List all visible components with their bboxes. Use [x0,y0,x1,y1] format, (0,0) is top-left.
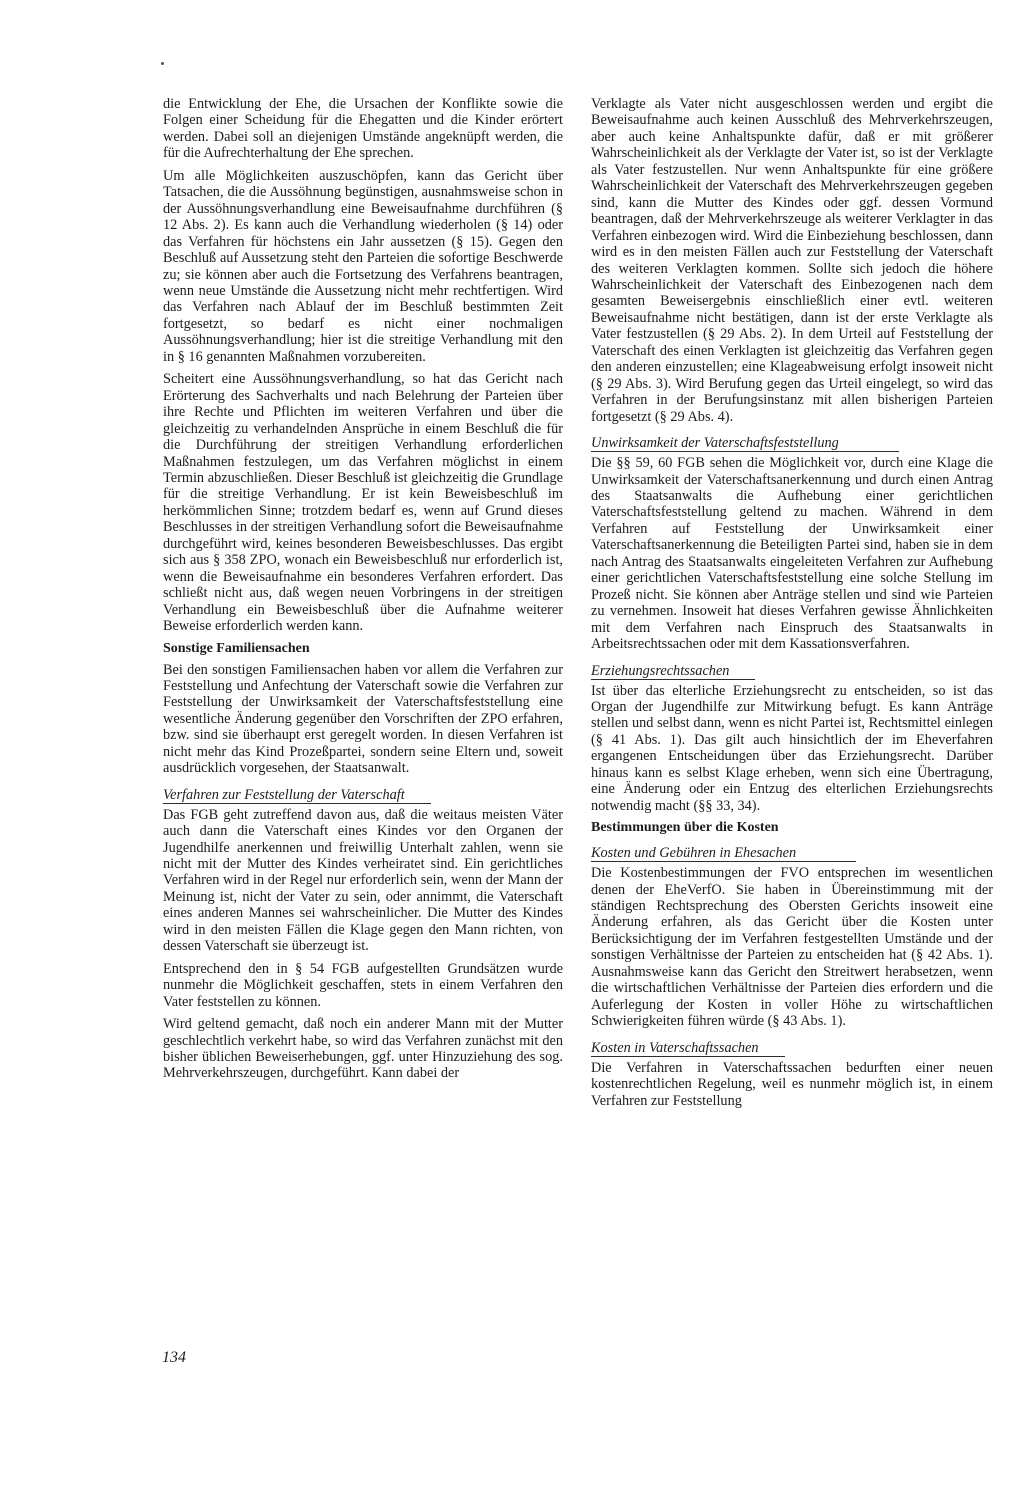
subsection-heading: Kosten und Gebühren in Ehesachen [591,845,856,862]
subsection-heading: Unwirksamkeit der Vaterschaftsfeststellung [591,435,899,452]
subsection-heading: Erziehungsrechtssachen [591,663,755,680]
paragraph: Die Kostenbestimmungen der FVO entsprechen im wesentlichen denen der EheVerfO. Sie haben in Übereinstimmung mit der ständigen Rechtsprechung des Obersten Gerichts insoweit eine Änderung erfahren, als das Gericht über die Kosten unter Berücksichtigung der im Verfahren festgestellten Umstände und der sonstigen Verhältnisse der Parteien zu entscheiden hat (§ 42 Abs. 1). Ausnahmsweise kann das Gericht den Streitwert herabsetzen, wenn die wirtschaftlichen Verhältnisse der Parteien dies erfordern und die Auferlegung der Kosten in voller Höhe zu wirtschaftlichen Schwierigkeiten führen würde (§ 43 Abs. 1). [591,865,993,1030]
right-column [591,96,993,1115]
paragraph: die Entwicklung der Ehe, die Ursachen der Konflikte sowie die Folgen einer Scheidung für die Ehegatten und die Kinder erörtert werden. Dabei soll an diejenigen Umstände angeknüpft werden, die für die Aufrechterhaltung der Ehe sprechen. [163,96,563,162]
section-heading: Sonstige Familiensachen [163,640,310,656]
paragraph: Bei den sonstigen Familiensachen haben vor allem die Verfahren zur Feststellung und Anfechtung der Vaterschaft sowie die Verfahren zur Feststellung der Unwirksamkeit der Vaterschaftsfeststellung eine wesentliche Änderung gegenüber den Vorschriften der ZPO erfahren, bzw. sind sie überhaupt erst geregelt worden. In diesen Verfahren ist nicht mehr das Kind Prozeßpartei, sondern seine Eltern und, soweit ausdrücklich vorgesehen, der Staatsanwalt. [163,661,563,777]
page-number: 134 [162,1349,186,1366]
paragraph: Die Verfahren in Vaterschaftssachen bedurften einer neuen kostenrechtlichen Regelung, weil es nunmehr möglich ist, in einem Verfahren zur Feststellung [591,1059,993,1109]
subsection-heading: Kosten in Vaterschaftssachen [591,1040,785,1057]
subsection-heading: Verfahren zur Feststellung der Vaterschaft [163,787,431,804]
paragraph: Entsprechend den in § 54 FGB aufgestellten Grundsätzen wurde nunmehr die Möglichkeit geschaffen, stets in einem Verfahren den Vater feststellen zu können. [163,960,563,1010]
left-column [163,96,563,1088]
paragraph: Ist über das elterliche Erziehungsrecht zu entscheiden, so ist das Organ der Jugendhilfe zur Mitwirkung befugt. Es kann Anträge stellen und selbst dann, wenn es nicht Partei ist, Rechtsmittel einlegen (§ 41 Abs. 1). Das gilt auch hinsichtlich der im Eheverfahren ergangenen Entscheidungen über das Erziehungsrecht. Darüber hinaus kann es selbst Klage erheben, wenn sich eine Übertragung, eine Änderung oder ein Entzug des elterlichen Erziehungsrechts notwendig macht (§§ 33, 34). [591,682,993,814]
paragraph: Scheitert eine Aussöhnungsverhandlung, so hat das Gericht nach Erörterung des Sachverhalts und nach Belehrung der Parteien über ihre Rechte und Pflichten im weiteren Verfahren und über die gleichzeitig zu verhandelnden Ansprüche in einem Beschluß die für die Durchführung der streitigen Verhandlung erforderlichen Maßnahmen festzulegen, um das Verfahren möglichst in einem Termin abzuschließen. Dieser Beschluß ist gleichzeitig die Grundlage für die streitige Verhandlung. Er ist kein Beweisbeschluß im herkömmlichen Sinne; trotzdem bedarf es, wenn auf Grund dieses Beschlusses in der streitigen Verhandlung sofort die Beweisaufnahme durchgeführt wird, keines besonderen Beweisbeschlusses. Das ergibt sich aus § 358 ZPO, wonach ein Beweisbeschluß nur erforderlich ist, wenn die Beweisaufnahme ein besonderes Verfahren erfordert. Das schließt nicht aus, daß wegen neuen Vorbringens in der streitigen Verhandlung ein Beweisbeschluß über die Aufnahme weiterer Beweise erforderlich werden kann. [163,371,563,635]
paragraph: Das FGB geht zutreffend davon aus, daß die weitaus meisten Väter auch dann die Vaterschaft eines Kindes vor den Organen der Jugendhilfe anerkennen und freiwillig Unterhalt zahlen, wenn sie nicht mit der Mutter des Kindes verheiratet sind. Ein gerichtliches Verfahren wird in der Regel nur erforderlich sein, wenn der Mann der Meinung ist, nicht der Vater zu sein, oder annimmt, die Vaterschaft eines anderen Mannes sei wahrscheinlicher. Die Mutter des Kindes wird in den meisten Fällen die Klage gegen den Mann richten, von dessen Vaterschaft sie überzeugt ist. [163,806,563,955]
paragraph: Die §§ 59, 60 FGB sehen die Möglichkeit vor, durch eine Klage die Unwirksamkeit der Vaterschaftsanerkennung und durch einen Antrag des Staatsanwalts die Aufhebung einer gerichtlichen Vaterschaftsfeststellung geltend zu machen. Während in dem Verfahren auf Feststellung der Unwirksamkeit einer Vaterschaftsanerkennung die Beteiligten Partei sind, haben sie in dem nach Antrag des Staatsanwalts eingeleiteten Verfahren zur Aufhebung einer gerichtlichen Vaterschaftsfeststellung eine solche Stellung im Prozeß nicht. Sie können aber Anträge stellen und sind wie Parteien zu vernehmen. Insoweit hat dieses Verfahren gewisse Ähnlichkeiten mit dem Verfahren nach Einspruch des Staatsanwalts in Arbeitsrechtssachen oder mit dem Kassationsverfahren. [591,455,993,653]
margin-mark [161,62,164,65]
paragraph: Um alle Möglichkeiten auszuschöpfen, kann das Gericht über Tatsachen, die die Aussöhnung begünstigen, ausnahmsweise schon in der Aussöhnungsverhandlung eine Beweisaufnahme durchführen (§ 12 Abs. 2). Es kann auch die Verhandlung wiederholen (§ 14) oder das Verfahren für höchstens ein Jahr aussetzen (§ 15). Gegen den Beschluß auf Aussetzung steht den Parteien die sofortige Beschwerde zu; sie können aber auch die Fortsetzung des Verfahrens beantragen, wenn neue Umstände die Aussetzung nicht mehr rechtfertigen. Wird das Verfahren nach Ablauf der im Beschluß bestimmten Zeit fortgesetzt, so bedarf es nicht einer nochmaligen Aussöhnungsverhandlung; hier ist die streitige Verhandlung mit den in § 16 genannten Maßnahmen vorzubereiten. [163,167,563,365]
section-heading: Bestimmungen über die Kosten [591,820,779,836]
paragraph: Verklagte als Vater nicht ausgeschlossen werden und ergibt die Beweisaufnahme auch keinen Ausschluß des Mehrverkehrszeugen, aber auch keine Anhaltspunkte dafür, daß er mit größerer Wahrscheinlichkeit als der Verklagte der Vater ist, so ist der Verklagte als Vater festzustellen. Nur wenn Anhaltspunkte für eine größere Wahrscheinlichkeit der Vaterschaft des Mehrverkehrszeugen gegeben sind, kann die Mutter des Kindes oder ggf. dessen Vormund beantragen, daß der Mehrverkehrszeuge als weiterer Verklagter in das Verfahren einbezogen wird. Wird die Einbeziehung beschlossen, dann wird es in den meisten Fällen auch zur Feststellung der Vaterschaft des weiteren Verklagten kommen. Sollte sich jedoch die höhere Wahrscheinlichkeit der Vaterschaft des Einbezogenen nach dem gesamten Beweisergebnis einschließlich einer evtl. weiteren Beweisaufnahme nicht bestätigen, dann ist der erste Verklagte als Vater festzustellen (§ 29 Abs. 2). In dem Urteil auf Feststellung der Vaterschaft des einen Verklagten ist gleichzeitig das Verfahren gegen den anderen einzustellen; eine Klageabweisung erfolgt insoweit nicht (§ 29 Abs. 3). Wird Berufung gegen das Urteil eingelegt, so wird das Verfahren in der Berufungsinstanz mit allen bisherigen Parteien fortgesetzt (§ 29 Abs. 4). [591,96,993,425]
paragraph: Wird geltend gemacht, daß noch ein anderer Mann mit der Mutter geschlechtlich verkehrt habe, so wird das Verfahren zunächst mit den bisher üblichen Beweiserhebungen, ggf. unter Hinzuziehung des sog. Mehrverkehrszeugen, durchgeführt. Kann dabei der [163,1016,563,1082]
